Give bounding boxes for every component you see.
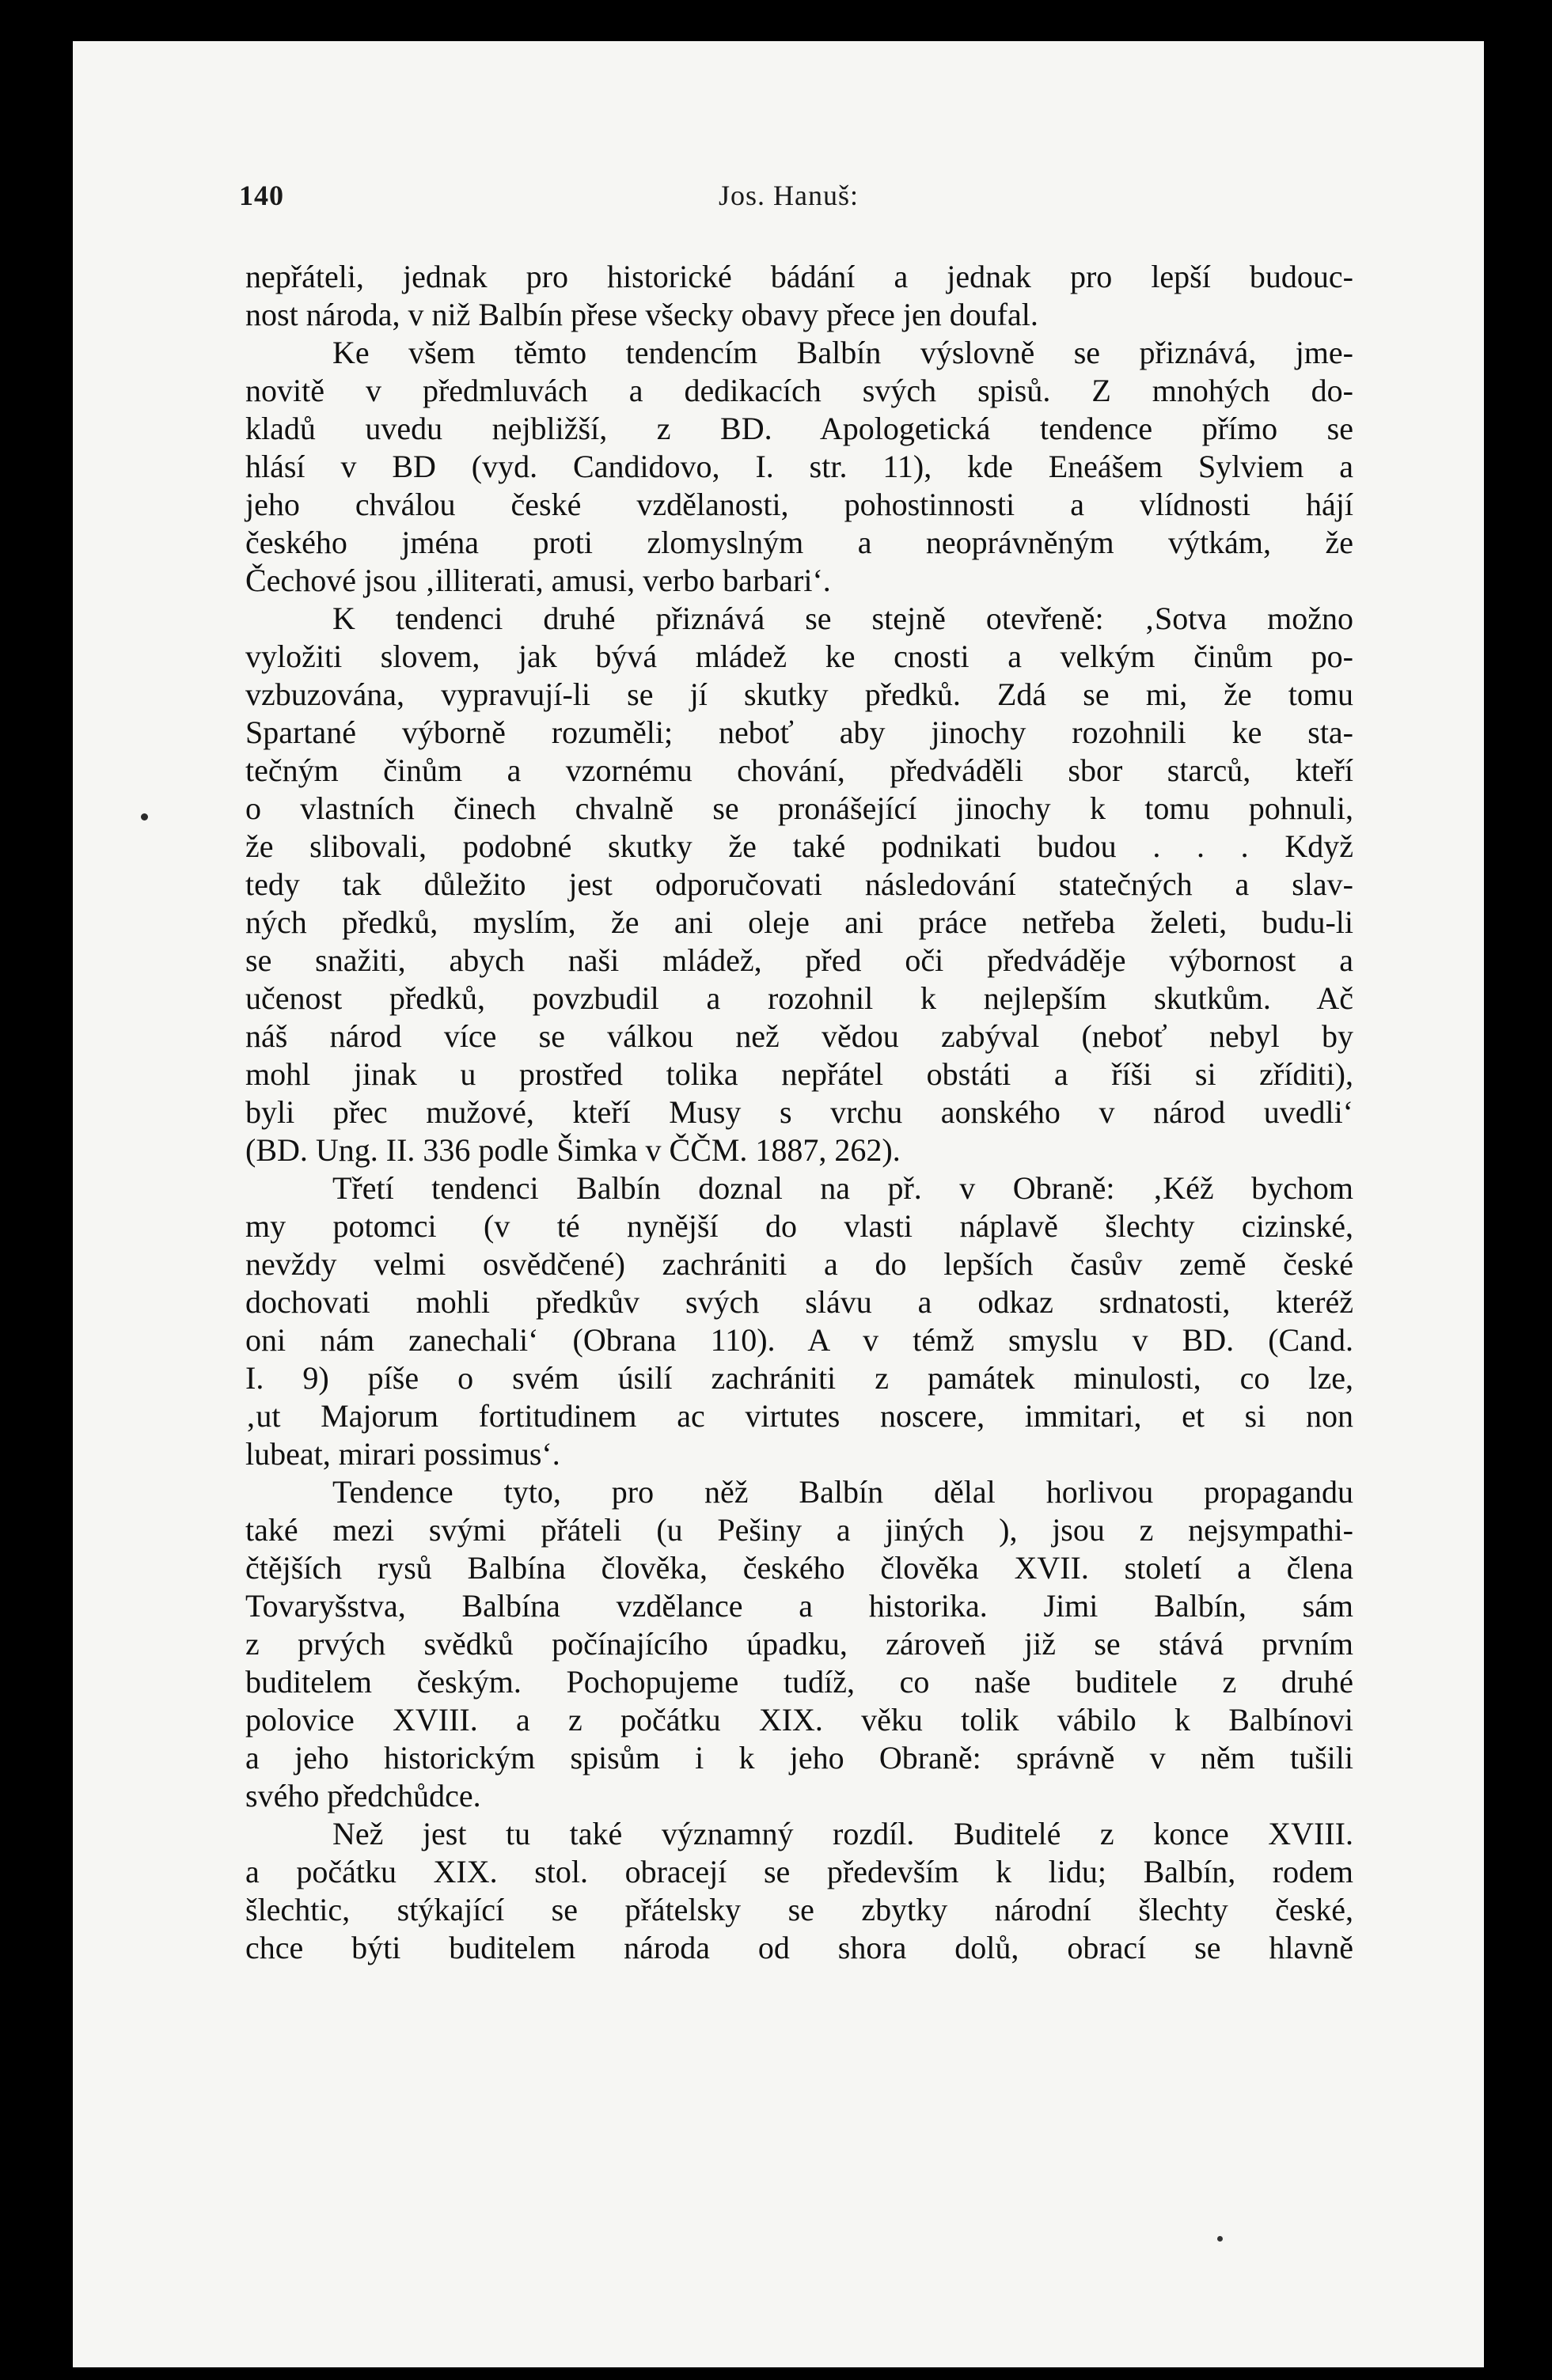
text-line: tedy tak důležito jest odporučovati následování statečných a slav- xyxy=(245,866,1353,902)
text-line: nepřáteli, jednak pro historické bádání a jednak pro lepší budouc- xyxy=(245,259,1353,294)
text-line: my potomci (v té nynější do vlasti náplavě šlechty cizinské, xyxy=(245,1208,1353,1244)
text-line: Ke všem těmto tendencím Balbín výslovně se přiznává, jme- xyxy=(332,335,1353,370)
text-line: čtějších rysů Balbína člověka, českého člověka XVII. století a člena xyxy=(245,1550,1353,1586)
text-line: mohl jinak u prostřed tolika nepřátel obstáti a říši si zříditi), xyxy=(245,1056,1353,1092)
text-line: nost národa, v niž Balbín přese všecky obavy přece jen doufal. xyxy=(245,297,1038,332)
text-line: z prvých svědků počínajícího úpadku, zároveň již se stává prvním xyxy=(245,1626,1353,1662)
text-line: a počátku XIX. stol. obracejí se především k lidu; Balbín, rodem xyxy=(245,1854,1353,1889)
text-line: svého předchůdce. xyxy=(245,1778,481,1813)
text-line: (BD. Ung. II. 336 podle Šimka v ČČM. 1887, 262). xyxy=(245,1132,901,1168)
text-line: Tovaryšstva, Balbína vzdělance a historika. Jimi Balbín, sám xyxy=(245,1588,1353,1624)
text-line: kladů uvedu nejbližší, z BD. Apologetická tendence přímo se xyxy=(245,411,1353,446)
text-line: vzbuzována, vypravují-li se jí skutky předků. Zdá se mi, že tomu xyxy=(245,676,1353,712)
page-header xyxy=(239,179,1347,226)
margin-mark xyxy=(141,813,148,820)
body-text xyxy=(245,258,1353,1967)
text-line: I. 9) píše o svém úsilí zachrániti z památek minulosti, co lze, xyxy=(245,1360,1353,1396)
text-line: oni nám zanechali‘ (Obrana 110). A v témž smyslu v BD. (Cand. xyxy=(245,1322,1353,1358)
text-line: Než jest tu také významný rozdíl. Buditelé z konce XVIII. xyxy=(332,1816,1353,1851)
text-line: tečným činům a vzornému chování, předváděli sbor starců, kteří xyxy=(245,752,1353,788)
text-line: chce býti buditelem národa od shora dolů, obrací se hlavně xyxy=(245,1930,1353,1965)
text-line: o vlastních činech chvalně se pronášející jinochy k tomu pohnuli, xyxy=(245,790,1353,826)
text-line: Čechové jsou ‚illiterati, amusi, verbo barbari‘. xyxy=(245,563,831,598)
text-line: ných předků, myslím, že ani oleje ani práce netřeba želeti, budu-li xyxy=(245,904,1353,940)
text-line: českého jména proti zlomyslným a neoprávněným výtkám, že xyxy=(245,525,1353,560)
text-line: polovice XVIII. a z počátku XIX. věku tolik vábilo k Balbínovi xyxy=(245,1702,1353,1738)
text-line: K tendenci druhé přiznává se stejně otevřeně: ‚Sotva možno xyxy=(332,601,1353,636)
text-line: učenost předků, povzbudil a rozohnil k nejlepším skutkům. Ač xyxy=(245,980,1353,1016)
text-line: Tendence tyto, pro něž Balbín dělal horlivou propagandu xyxy=(332,1474,1353,1510)
running-head: Jos. Hanuš: xyxy=(719,180,859,211)
text-line: také mezi svými přáteli (u Pešiny a jiných ), jsou z nejsympathi- xyxy=(245,1512,1353,1548)
text-line: vyložiti slovem, jak bývá mládež ke cnosti a velkým činům po- xyxy=(245,639,1353,674)
text-line: novitě v předmluvách a dedikacích svých spisů. Z mnohých do- xyxy=(245,373,1353,408)
text-line: buditelem českým. Pochopujeme tudíž, co naše buditele z druhé xyxy=(245,1664,1353,1700)
text-line: a jeho historickým spisům i k jeho Obraně: správně v něm tušili xyxy=(245,1740,1353,1776)
speck-mark xyxy=(1217,2236,1223,2242)
text-line: se snažiti, abych naši mládež, před oči předváděje výbornost a xyxy=(245,942,1353,978)
text-line: jeho chválou české vzdělanosti, pohostinnosti a vlídnosti hájí xyxy=(245,487,1353,522)
text-line: byli přec mužové, kteří Musy s vrchu aonského v národ uvedli‘ xyxy=(245,1094,1353,1130)
text-line: Spartané výborně rozuměli; neboť aby jinochy rozohnili ke sta- xyxy=(245,714,1353,750)
text-line: náš národ více se válkou než vědou zabýval (neboť nebyl by xyxy=(245,1018,1353,1054)
text-line: Třetí tendenci Balbín doznal na př. v Obraně: ‚Kéž bychom xyxy=(332,1170,1353,1206)
text-line: ‚ut Majorum fortitudinem ac virtutes noscere, immitari, et si non xyxy=(245,1398,1353,1434)
text-line: šlechtic, stýkající se přátelsky se zbytky národní šlechty české, xyxy=(245,1892,1353,1927)
text-line: dochovati mohli předkův svých slávu a odkaz srdnatosti, kteréž xyxy=(245,1284,1353,1320)
page-number: 140 xyxy=(239,180,284,211)
text-line: lubeat, mirari possimus‘. xyxy=(245,1436,560,1472)
text-line: že slibovali, podobné skutky že také podnikati budou . . . Když xyxy=(245,828,1353,864)
text-line: nevždy velmi osvědčené) zachrániti a do lepších časův země české xyxy=(245,1246,1353,1282)
text-line: hlásí v BD (vyd. Candidovo, I. str. 11), kde Eneášem Sylviem a xyxy=(245,449,1353,484)
